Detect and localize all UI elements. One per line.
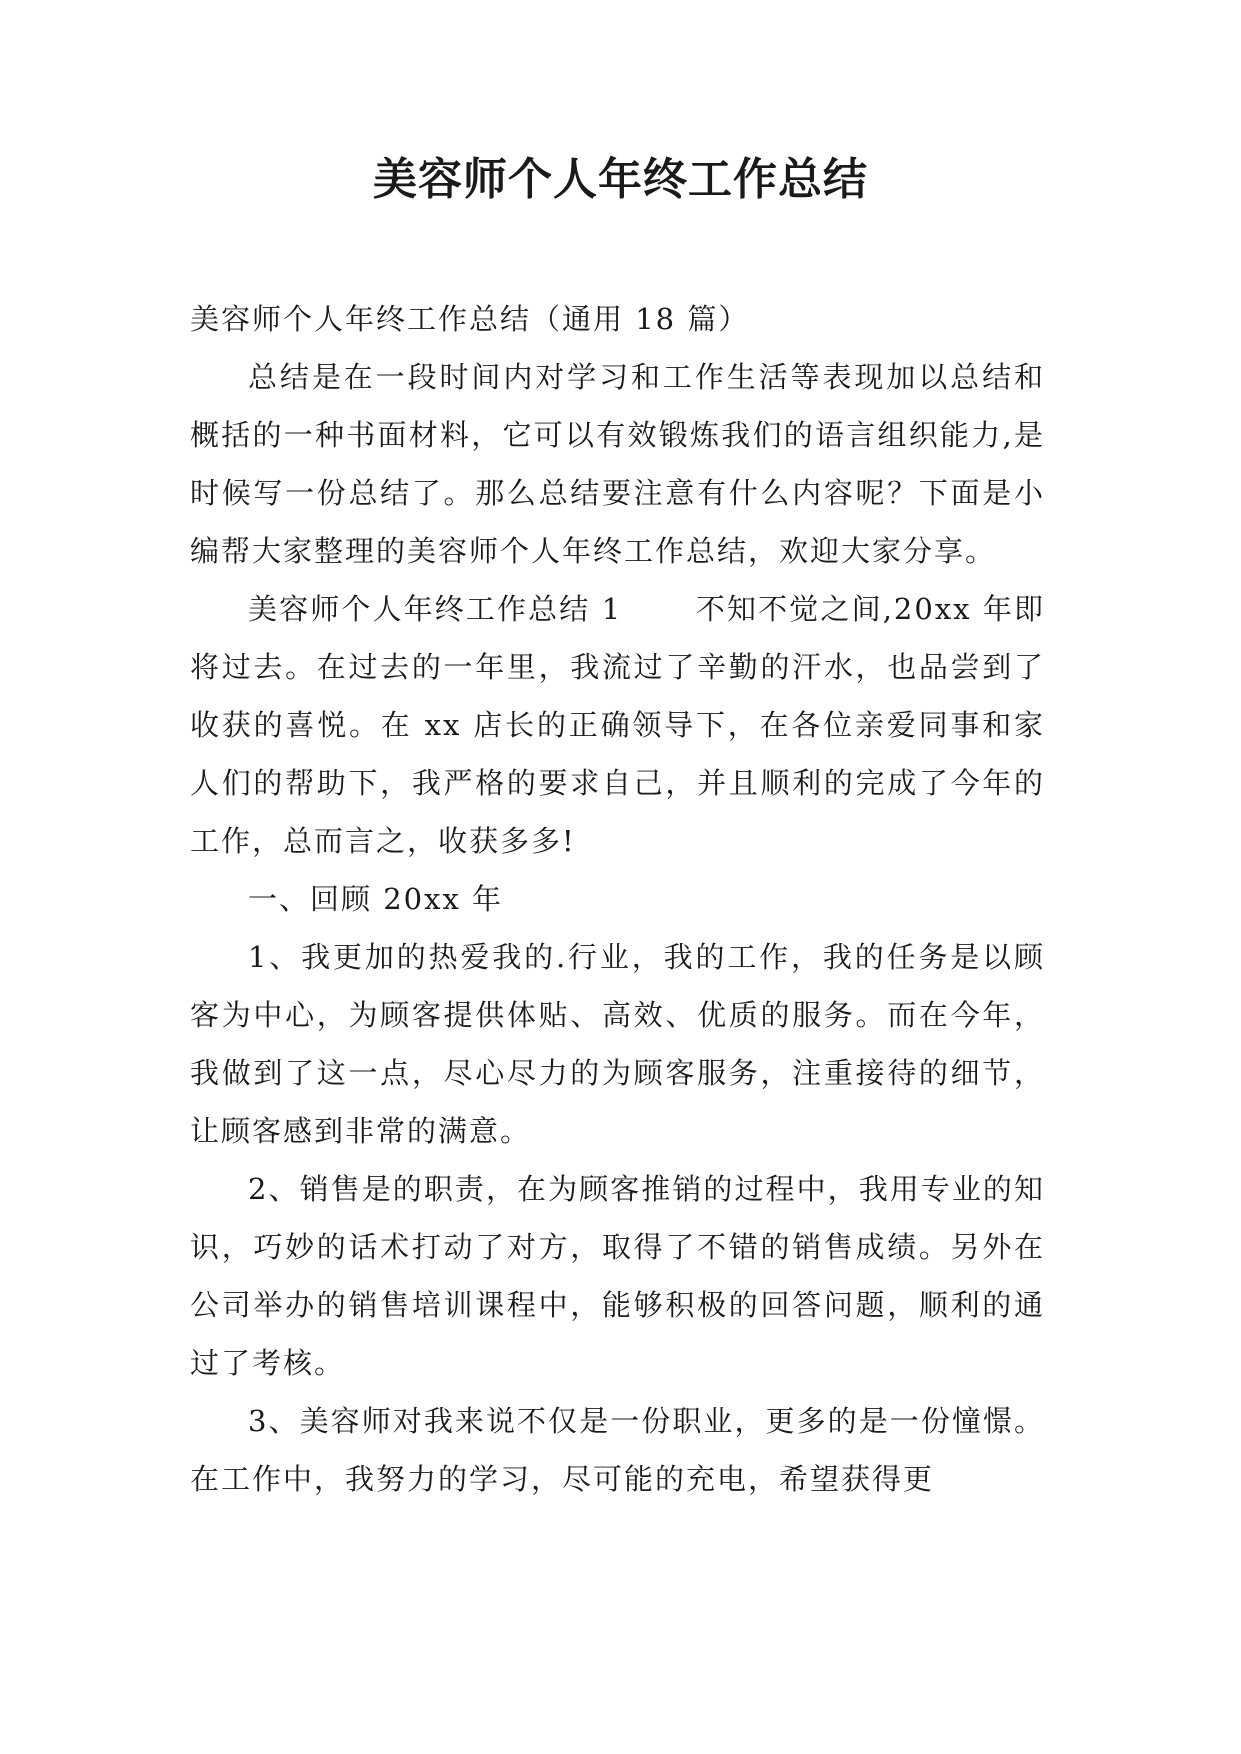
document-title: 美容师个人年终工作总结 (373, 154, 868, 205)
heading-review: 一、回顾 20xx 年 (248, 882, 504, 916)
item-3-paragraph: 3、美容师对我来说不仅是一份职业，更多的是一份憧憬。在工作中，我努力的学习，尽可能的充电，希望获得更 (190, 1404, 1045, 1496)
intro-paragraph: 总结是在一段时间内对学习和工作生活等表现加以总结和概括的一种书面材料，它可以有效锻炼我们的语言组织能力,是时候写一份总结了。那么总结要注意有什么内容呢？下面是小编帮大家整理的美容师个人年终工作总结，欢迎大家分享。 (190, 360, 1045, 568)
item-1-paragraph: 1、我更加的热爱我的.行业，我的工作，我的任务是以顾客为中心，为顾客提供体贴、高效、优质的服务。而在今年，我做到了这一点，尽心尽力的为顾客服务，注重接待的细节，让顾客感到非常的满意。 (190, 940, 1045, 1148)
section-1-paragraph: 美容师个人年终工作总结 1 不知不觉之间,20xx 年即将过去。在过去的一年里，我流过了辛勤的汗水，也品尝到了收获的喜悦。在 xx 店长的正确领导下，在各位亲爱同事和家人们的帮助下，我严格的要求自己，并且顺利的完成了今年的工作，总而言之，收获多多! (190, 592, 1045, 858)
item-2-paragraph: 2、销售是的职责，在为顾客推销的过程中，我用专业的知识，巧妙的话术打动了对方，取得了不错的销售成绩。另外在公司举办的销售培训课程中，能够积极的回答问题，顺利的通过了考核。 (190, 1172, 1045, 1380)
document-body (190, 290, 1045, 1508)
document-subtitle: 美容师个人年终工作总结（通用 18 篇） (190, 302, 750, 336)
